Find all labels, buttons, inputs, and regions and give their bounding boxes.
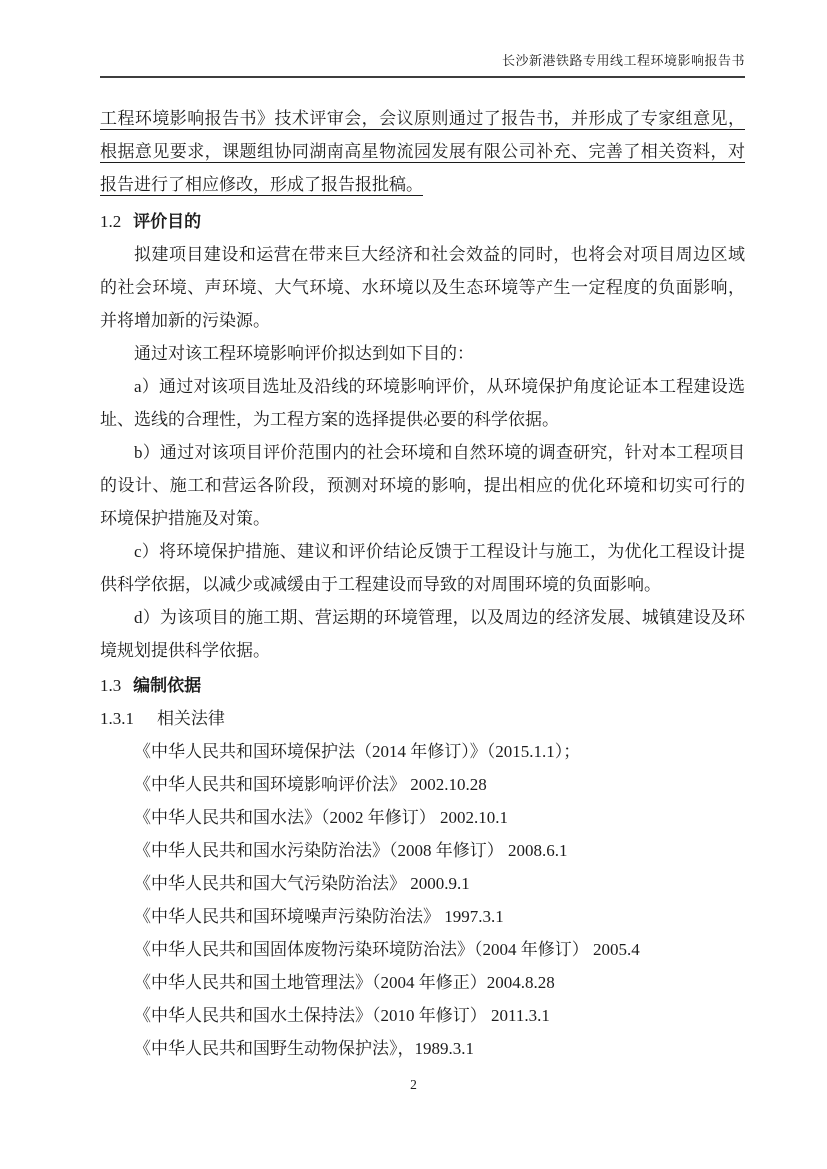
subsection-title: 相关法律 <box>156 709 225 728</box>
section-title: 评价目的 <box>133 212 202 231</box>
goal-item-a: a）通过对该项目选址及沿线的环境影响评价，从环境保护角度论证本工程建设选址、选线的合理性，为工程方案的选择提供必要的科学依据。 <box>100 377 745 429</box>
header-title: 长沙新港铁路专用线工程环境影响报告书 <box>501 53 745 68</box>
paragraph-goals-intro: 通过对该工程环境影响评价拟达到如下目的： <box>134 344 474 363</box>
subsection-heading-1-3-1 <box>100 702 745 735</box>
page-footer <box>0 1076 827 1094</box>
document-body <box>100 78 745 1065</box>
section-title: 编制依据 <box>133 676 202 695</box>
law-item: 《中华人民共和国环境影响评价法》 2002.10.28 <box>134 775 487 794</box>
section-heading-1-2 <box>100 205 745 238</box>
page-number: 2 <box>410 1077 417 1092</box>
law-item: 《中华人民共和国固体废物污染环境防治法》（2004 年修订） 2005.4 <box>134 940 640 959</box>
page-header <box>100 0 745 78</box>
paragraph-continued-underlined: 工程环境影响报告书》技术评审会，会议原则通过了报告书，并形成了专家组意见，根据意见要求，课题组协同湖南高星物流园发展有限公司补充、完善了相关资料，对报告进行了相应修改，形成了报告报批稿。 <box>100 109 745 194</box>
section-number: 1.3 <box>100 676 122 695</box>
law-item: 《中华人民共和国环境保护法（2014 年修订）》（2015.1.1）； <box>134 742 581 761</box>
paragraph-overview: 拟建项目建设和运营在带来巨大经济和社会效益的同时，也将会对项目周边区域的社会环境、声环境、大气环境、水环境以及生态环境等产生一定程度的负面影响，并将增加新的污染源。 <box>100 245 745 330</box>
section-heading-1-3 <box>100 669 745 702</box>
subsection-number: 1.3.1 <box>100 709 134 728</box>
section-number: 1.2 <box>100 212 122 231</box>
law-item: 《中华人民共和国水土保持法》（2010 年修订） 2011.3.1 <box>134 1006 550 1025</box>
law-item: 《中华人民共和国水法》（2002 年修订） 2002.10.1 <box>134 808 508 827</box>
law-item: 《中华人民共和国水污染防治法》（2008 年修订） 2008.6.1 <box>134 841 568 860</box>
law-item: 《中华人民共和国土地管理法》（2004 年修正）2004.8.28 <box>134 973 555 992</box>
law-item: 《中华人民共和国环境噪声污染防治法》 1997.3.1 <box>134 907 504 926</box>
goal-item-c: c）将环境保护措施、建议和评价结论反馈于工程设计与施工，为优化工程设计提供科学依据，以减少或减缓由于工程建设而导致的对周围环境的负面影响。 <box>100 542 745 594</box>
law-item: 《中华人民共和国野生动物保护法》，1989.3.1 <box>134 1039 474 1058</box>
goal-item-b: b）通过对该项目评价范围内的社会环境和自然环境的调查研究，针对本工程项目的设计、施工和营运各阶段，预测对环境的影响，提出相应的优化环境和切实可行的环境保护措施及对策。 <box>100 443 745 528</box>
law-item: 《中华人民共和国大气污染防治法》 2000.9.1 <box>134 874 470 893</box>
goal-item-d: d）为该项目的施工期、营运期的环境管理，以及周边的经济发展、城镇建设及环境规划提供科学依据。 <box>100 608 745 660</box>
